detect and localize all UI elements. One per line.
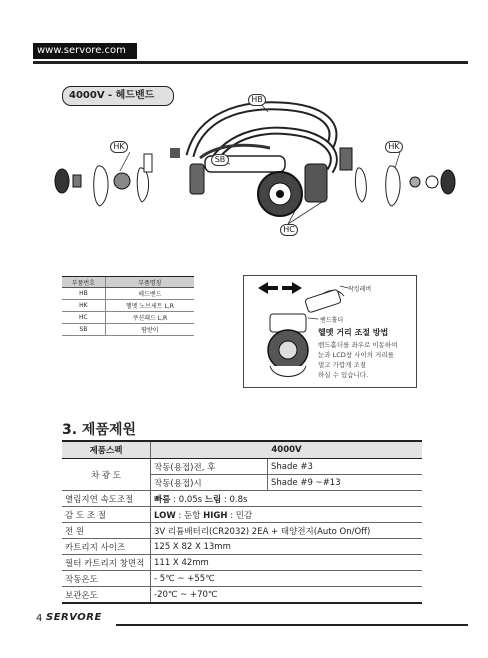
parts-table [62,276,194,336]
part-number: HK [62,300,105,312]
spec-header-value: 4000V [151,441,423,459]
spec-value: 3V 리튬배터리(CR2032) 2EA + 태양전지(Auto On/Off) [151,523,423,539]
callout-hc: HC [280,224,298,236]
spec-value: - 5℃ ~ +55℃ [151,571,423,587]
table-row [62,523,422,539]
spec-value: -20℃ ~ +70℃ [151,587,423,604]
table-row [62,491,422,507]
knob-right-outer [441,170,455,194]
part-number: SB [62,324,105,336]
adjust-line: 밴드홀더를 좌우로 이동하여 [318,341,398,349]
adjust-line: 멀고 가깝게 조절 [318,361,367,369]
header-rule [33,61,468,64]
knob-plate-right [386,166,400,206]
shade-value: Shade #3 [268,459,423,475]
table-row [62,324,194,336]
part-name: 헤드밴드 [105,288,194,300]
spec-label: 차 광 도 [62,459,151,491]
spec-label: 감 도 조 절 [62,507,151,523]
callout-hb: HB [248,94,266,106]
adjust-title: 헬멧 거리 조절 방법 [318,328,389,337]
spec-label: 열림지연 속도조절 [62,491,151,507]
knob-plate-left [94,166,108,206]
column-header: 부품번호 [62,277,105,288]
adjust-instructions [318,340,413,380]
part-name: 쿠션패드 L,R [105,312,194,324]
adjust-line: 하실 수 있습니다. [318,371,369,379]
table-row [62,571,422,587]
side-mount-right [305,164,327,202]
part-number: HB [62,288,105,300]
spec-table-header [62,441,422,459]
side-mount-left [190,164,204,194]
website-banner: www.servore.com [33,43,137,59]
callout-sb: SB [211,154,229,166]
table-row [62,555,422,571]
adjust-line: 눈과 LCD창 사이의 거리를 [318,351,394,359]
brand-logo: SERVORE [46,612,102,623]
spec-label: 카트리지 사이즈 [62,539,151,555]
arrow-right-icon [282,282,302,294]
spec-label: 작동온도 [62,571,151,587]
shade-condition: 작동(용접)시 [151,475,268,491]
part-name: 땀받이 [105,324,194,336]
knob-left-outer [55,169,69,193]
part-number: HC [62,312,105,324]
table-row [62,288,194,300]
arrow-left-icon [258,282,278,294]
footer-rule [116,624,468,626]
table-row [62,507,422,523]
spec-header-label: 제품스펙 [62,441,151,459]
locking-lever-label: 락킹레버 [348,286,372,293]
page-number: 4 [36,613,43,624]
spec-value: 빠름 : 0.05s 느림 : 0.8s [151,491,423,507]
table-row [62,587,422,604]
callout-hk-left: HK [110,141,128,153]
spec-label: 보관온도 [62,587,151,604]
spec-table [62,440,422,604]
shade-value: Shade #9 ~#13 [268,475,423,491]
spec-label: 필터 카트리지 창면적 [62,555,151,571]
callout-hk-right: HK [385,141,403,153]
spec-value: 111 X 42mm [151,555,423,571]
band-holder-label: 밴드홀더 [320,317,344,324]
section-heading: 3. 제품제원 [62,422,137,438]
spec-value: LOW : 둔함 HIGH : 민감 [151,507,423,523]
shade-condition: 작동(용접)전, 후 [151,459,268,475]
spec-label: 전 원 [62,523,151,539]
table-row [62,300,194,312]
part-name: 헬멧 노브세트 L,R [105,300,194,312]
column-header: 부품명칭 [105,277,194,288]
parts-table-header [62,277,194,288]
table-row [62,539,422,555]
section-tab: 4000V - 헤드밴드 [62,86,174,106]
locking-lever [305,289,342,313]
headband-exploded-diagram [40,86,470,246]
table-row [62,459,422,475]
table-row [62,312,194,324]
spec-value: 125 X 82 X 13mm [151,539,423,555]
